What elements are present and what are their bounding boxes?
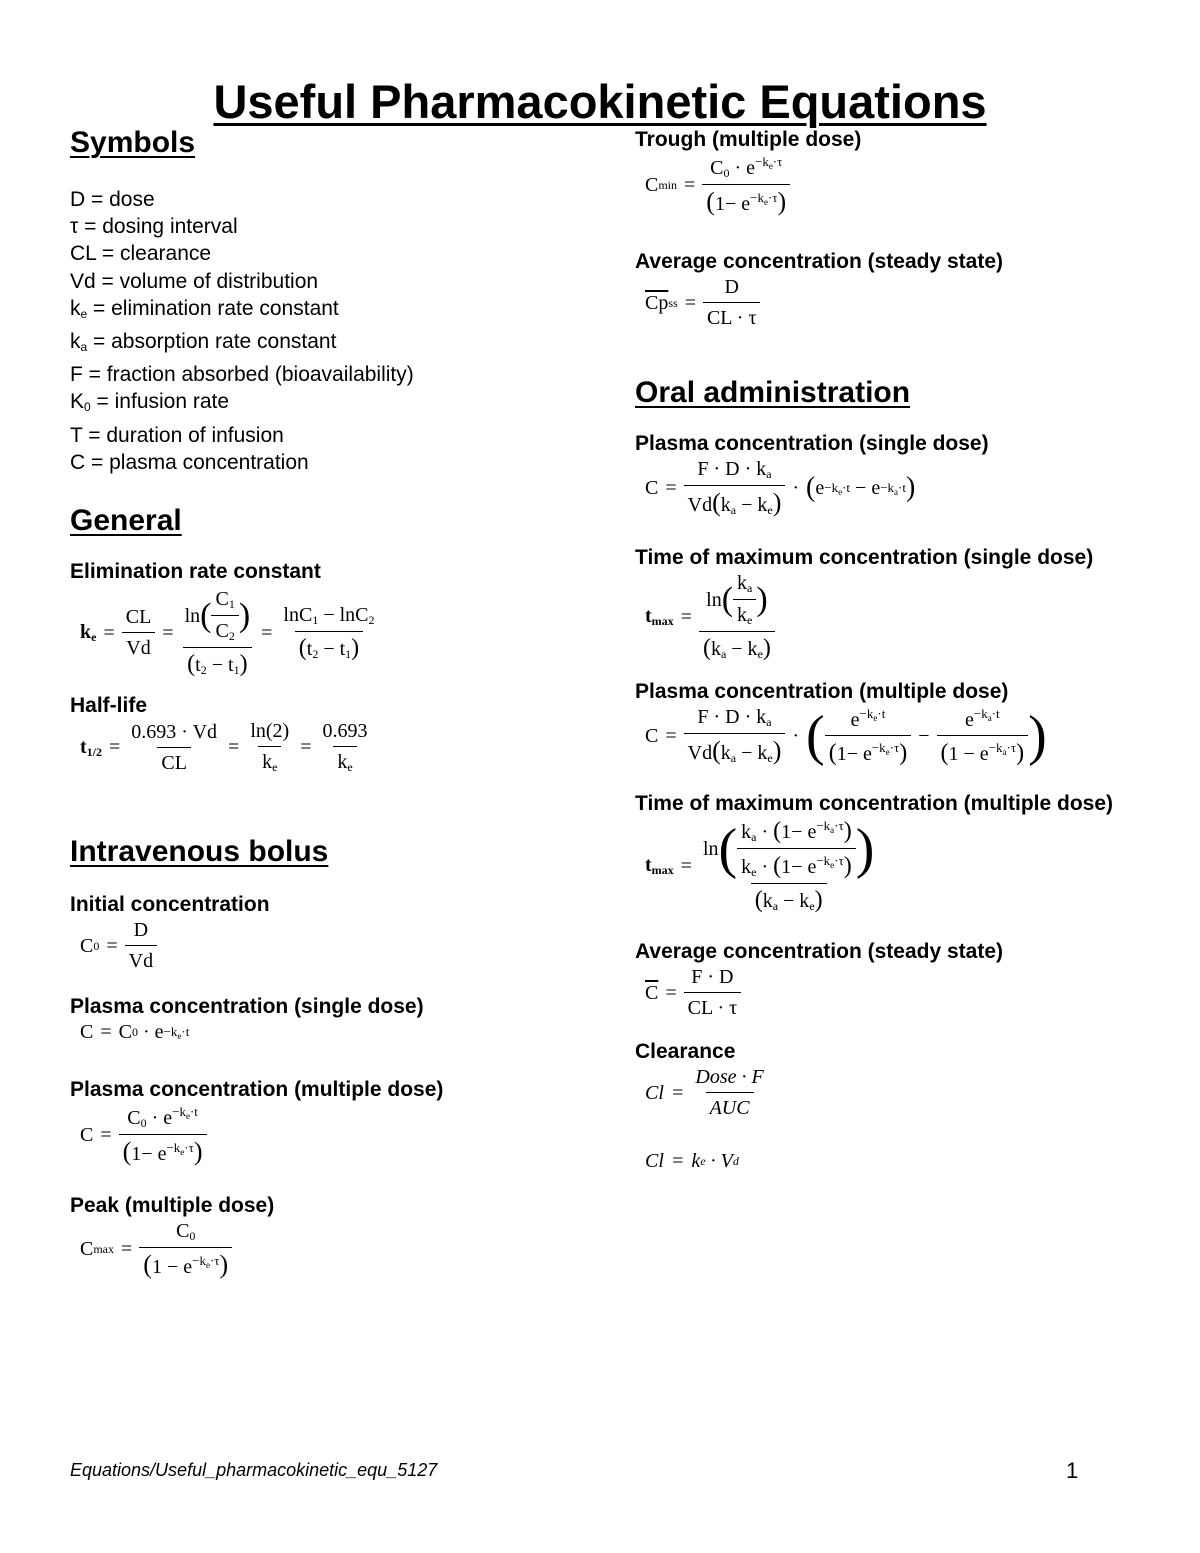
- iv-single-label: Plasma concentration (single dose): [70, 995, 424, 1019]
- tmax-multiple-equation: $t_{max}$ = ln ( $\frac{k_a \cdot (1- e^{-k_a\cdot\tau})}{k_e \cdot (1- e^{-k_e\cdot\tau})}$ ) $(k_a - k_e)$: [645, 818, 875, 913]
- oral-single-label: Plasma concentration (single dose): [635, 432, 989, 455]
- peak-equation: C max = $\frac{C_0}{(1 - e^{-k_e\cdot\tau})}$: [80, 1220, 590, 1279]
- oral-single-equation: C = $\frac{F \cdot D \cdot k_a}{Vd(k_a - k_e)}$ · ( e $-k_e\cdot t$ − e $-k_a\cdot t$ ): [645, 458, 916, 517]
- left-column: [70, 126, 590, 1279]
- trough-label: Trough (multiple dose): [635, 128, 862, 151]
- oral-avg-ss-label: Average concentration (steady state): [635, 940, 1004, 963]
- elim-rate-equation: $k_e$ = $\frac{CL}{Vd}$ = ln ( $\frac{C_1}{C_2}$ ) $(t_2 - t_1)$ = $\frac{\ln C_1 - \ln C_2}{(t_2 - t_1)}$: [80, 588, 375, 678]
- oral-avg-ss-equation: $\overline{C}$ = $\frac{F \cdot D}{CL \cdot \tau}$: [645, 966, 1155, 1020]
- general-heading: General: [70, 504, 182, 538]
- iv-initial-equation: C 0 = $\frac{D}{Vd}$: [80, 919, 590, 973]
- tmax-multiple-label: Time of maximum concentration (multiple dose): [635, 792, 1114, 815]
- symbol-item: Vd = volume of distribution: [70, 269, 319, 293]
- half-life-equation: $t_{1/2}$ = $\frac{0.693 \cdot Vd}{CL}$ = $\frac{\ln(2)}{k_e}$ = $\frac{0.693}{k_e}$: [80, 720, 368, 775]
- iv-heading: Intravenous bolus: [70, 835, 329, 869]
- symbol-item: $k_e$ = elimination rate constant: [70, 296, 339, 321]
- page-title: Useful Pharmacokinetic Equations: [213, 75, 987, 128]
- symbol-item: τ = dosing interval: [70, 215, 238, 239]
- oral-multiple-equation: C = $\frac{F \cdot D \cdot k_a}{Vd(k_a - k_e)}$ · ( $\frac{e^{-k_e\cdot t}}{(1- e^{-k_e\cdot\tau})}$ − $\frac{e^{-k_a\cdot t}}{(1 - e^{-k_a\cdot\tau})}$ ): [645, 705, 1047, 767]
- right-column: [635, 126, 1155, 1173]
- elim-rate-label: Elimination rate constant: [70, 560, 321, 584]
- avg-ss-equation: $\overline{Cp}$ ss = $\frac{D}{CL \cdot \tau}$: [645, 276, 1155, 330]
- symbol-item: $K_0$ = infusion rate: [70, 390, 230, 415]
- clearance-label: Clearance: [635, 1040, 736, 1063]
- clearance-equation-1: Cl = $\frac{\text{Dose · F}}{\text{AUC}}$: [645, 1066, 764, 1119]
- clearance-equation-2: Cl = k e · V d: [645, 1150, 739, 1172]
- symbols-list: [70, 186, 590, 476]
- oral-heading: Oral administration: [635, 376, 911, 409]
- symbol-item: $k_a$ = absorption rate constant: [70, 330, 337, 355]
- symbol-item: T = duration of infusion: [70, 423, 284, 447]
- iv-single-equation: C = C 0 · e $-k_e\cdot t$: [80, 1021, 190, 1044]
- half-life-label: Half-life: [70, 694, 148, 718]
- footer-path: Equations/Useful_pharmacokinetic_equ_5127: [70, 1460, 438, 1480]
- tmax-single-equation: $t_{max}$ = ln ( $\frac{k_a}{k_e}$ ) $(k_a - k_e)$: [645, 572, 1155, 662]
- symbol-item: D = dose: [70, 188, 155, 211]
- avg-ss-label: Average concentration (steady state): [635, 250, 1004, 273]
- symbol-item: CL = clearance: [70, 242, 212, 266]
- iv-multiple-equation: C = $\frac{C_0 \cdot e^{-k_e\cdot t}}{(1- e^{-k_e\cdot\tau})}$: [80, 1104, 590, 1166]
- oral-multiple-label: Plasma concentration (multiple dose): [635, 680, 1009, 703]
- symbols-heading: Symbols: [70, 126, 196, 159]
- tmax-single-label: Time of maximum concentration (single dose): [635, 546, 1094, 569]
- iv-multiple-label: Plasma concentration (multiple dose): [70, 1078, 444, 1102]
- symbol-item: C = plasma concentration: [70, 450, 309, 474]
- symbol-item: F = fraction absorbed (bioavailability): [70, 363, 414, 387]
- iv-initial-label: Initial concentration: [70, 893, 270, 917]
- page-number: 1: [1066, 1458, 1079, 1483]
- trough-equation: C min = $\frac{C_0 \cdot e^{-k_e\cdot\tau}}{(1- e^{-k_e\cdot\tau})}$: [645, 154, 1155, 216]
- peak-label: Peak (multiple dose): [70, 1194, 275, 1218]
